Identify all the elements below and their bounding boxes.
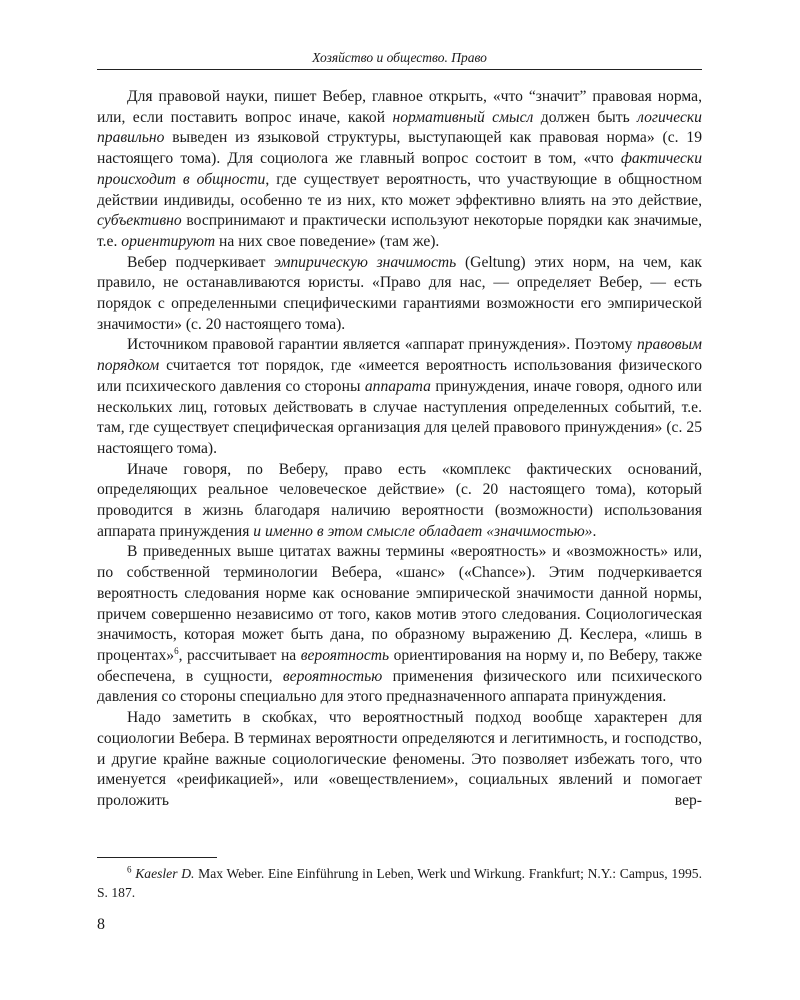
footnote-divider <box>97 857 217 858</box>
paragraph <box>97 460 702 543</box>
emphasis: ориентируют <box>121 232 216 250</box>
emphasis: логически правильно <box>97 108 702 147</box>
paragraph <box>97 708 702 812</box>
emphasis: правовым порядком <box>97 336 702 375</box>
text-run: , где существует вероятность, что участвующие в общностном действии индивиды, особенно те из них, кто может эффективно влиять на это действие, <box>97 170 702 209</box>
emphasis: и именно в этом смысле обладает «значимостью» <box>253 522 593 540</box>
footnote-text: Max Weber. Eine Einführung in Leben, Werk und Wirkung. Frankfurt; N.Y.: Campus, 1995. S. 187. <box>97 866 702 900</box>
footnote-author: Kaesler D. <box>135 866 195 881</box>
text-run: Для правовой науки, пишет Вебер, главное открыть, «что “значит” правовая норма, или, если поставить вопрос иначе, какой <box>97 88 702 126</box>
text-run: (Geltung) этих норм, на чем, как правило, не останавливаются юристы. «Право для нас, — определяет Вебер, — есть порядок с определенными специфическими гарантиями возможности его эмпирической значимости» (с. 20 настоящего тома). <box>97 253 702 333</box>
text-run: воспринимают и практически используют некоторые порядки как значимые, т.е. <box>97 212 702 250</box>
footnote-reference: 6 <box>174 645 179 656</box>
emphasis: вероятность <box>300 646 390 664</box>
text-run: Вебер подчеркивает <box>127 253 275 271</box>
text-run: Надо заметить в скобках, что вероятностный подход вообще характерен для социологии Вебера. В терминах вероятности определяются и легитимность, и господство, и другие крайне важные социологические феномены. Это позволяет избежать того, что именуется «реификацией», или «овеществлением», социальных явлений и помогает проложить вер- <box>97 709 702 809</box>
paragraph <box>97 542 702 708</box>
emphasis: субъективно <box>97 212 182 230</box>
text-run: применения физического или психического давления со стороны специально для этого предназначенного аппарата принуждения. <box>97 667 702 706</box>
paragraph <box>97 335 702 459</box>
emphasis: аппарата <box>364 377 431 395</box>
footnote <box>97 864 702 902</box>
text-run: выведен из языковой структуры, выступающей как правовая норма» (с. 19 настоящего тома). Для социолога же главный вопрос состоит в том, «что <box>97 129 702 168</box>
text-run: ориентирования на норму и, по Веберу, также обеспечена, в сущности, <box>97 646 702 685</box>
text-run: считается тот порядок, где «имеется вероятность использования физического или психического давления со стороны <box>97 357 702 395</box>
emphasis: нормативный смысл <box>392 108 534 126</box>
emphasis: вероятностью <box>282 667 383 685</box>
text-run: В приведенных выше цитатах важны термины «вероятность» и «возможность» или, по собственной терминологии Вебера, «шанс» («Chance»). Этим подчеркивается вероятность следования норме как основание эмпирической значимости данной нормы, причем совершенно независимо от того, каков мотив этого следования. Социологическая значимость, которая может быть дана, по образному выражению Д. Кеслера, «лишь в процентах» <box>97 543 702 664</box>
text-run: на них свое поведение» (там же). <box>215 232 440 250</box>
text-run: Источником правовой гарантии является «аппарат принуждения». Поэтому <box>127 336 637 354</box>
body-text <box>97 87 702 812</box>
text-run: , рассчитывает на <box>178 646 301 664</box>
page-number: 8 <box>97 916 105 933</box>
running-head: Хозяйство и общество. Право <box>97 50 702 70</box>
footnote-marker: 6 <box>127 864 132 875</box>
emphasis: эмпирическую значимость <box>274 253 457 271</box>
text-run: принуждения, иначе говоря, одного или нескольких лиц, готовых действовать в случае наступления определенных событий, т.е. там, где существует специфическая организация для целей правового принуждения» (с. 25 настоящего тома). <box>97 377 703 457</box>
paragraph <box>97 87 702 253</box>
emphasis: фактически происходит в общности <box>97 150 702 188</box>
paragraph <box>97 253 702 336</box>
text-run: Иначе говоря, по Веберу, право есть «комплекс фактических оснований, определяющих реальное человеческое действие» (с. 20 настоящего тома), который проводится в жизнь благодаря наличию вероятности (возможности) использования аппарата принуждения <box>97 460 702 540</box>
text-run: . <box>592 522 597 540</box>
text-run: должен быть <box>533 108 638 126</box>
